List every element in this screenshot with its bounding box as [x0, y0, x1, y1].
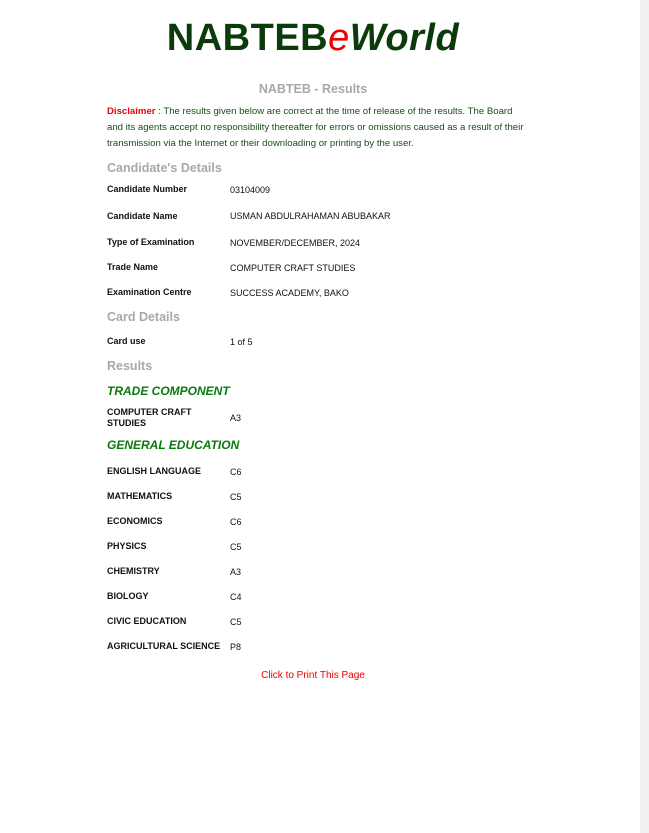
grade: A3 [230, 413, 242, 423]
result-row [107, 609, 527, 634]
detail-label: Candidate Name [107, 210, 178, 221]
page-title: NABTEB - Results [258, 82, 368, 96]
detail-row [107, 230, 527, 255]
subject: MATHEMATICS [107, 491, 173, 501]
result-row [107, 459, 527, 484]
grade: C4 [230, 591, 242, 602]
card-details-heading: Card Details [107, 310, 180, 324]
result-row [107, 559, 527, 584]
subject: CIVIC EDUCATION [107, 616, 187, 626]
result-row [107, 634, 527, 659]
detail-row [107, 255, 527, 280]
subject: ENGLISH LANGUAGE [107, 466, 202, 476]
results-heading: Results [107, 359, 153, 373]
grade: C5 [230, 491, 242, 502]
detail-label: Examination Centre [107, 287, 192, 297]
details [107, 159, 527, 659]
print-page-link[interactable]: Click to Print This Page [261, 670, 365, 681]
subject: AGRICULTURAL SCIENCE [107, 641, 221, 651]
subject: BIOLOGY [107, 591, 149, 601]
scrollbar[interactable] [640, 0, 649, 833]
subject: ECONOMICS [107, 516, 163, 526]
grade: P8 [230, 641, 242, 652]
result-row [107, 484, 527, 509]
detail-label: Trade Name [107, 262, 159, 272]
logo-e: e [328, 17, 350, 59]
subject: PHYSICS [107, 541, 147, 551]
grade: C6 [230, 466, 242, 477]
detail-row [107, 280, 527, 305]
detail-value: 03104009 [230, 184, 271, 195]
disclaimer-text: : The results given below are correct at the time of release of the results. The Board and its agents accept no responsibility thereafter for errors or omissions caused as a result of their transmission via the Internet or their downloading or printing by the user. [107, 106, 524, 149]
grade: C5 [230, 541, 242, 552]
result-row [107, 404, 527, 432]
detail-row [107, 202, 527, 230]
general-education-heading: GENERAL EDUCATION [107, 438, 240, 452]
detail-value: SUCCESS ACADEMY, BAKO [230, 287, 349, 298]
detail-value: COMPUTER CRAFT STUDIES [230, 262, 356, 273]
result-row [107, 509, 527, 534]
disclaimer [107, 104, 527, 152]
detail-label: Candidate Number [107, 184, 188, 194]
result-row [107, 584, 527, 609]
trade-component-heading: TRADE COMPONENT [107, 384, 230, 398]
disclaimer-label: Disclaimer [107, 106, 156, 117]
subject: CHEMISTRY [107, 566, 160, 576]
nabteb-eworld-logo [0, 16, 626, 60]
card-use-row [107, 329, 527, 354]
grade: C5 [230, 616, 242, 627]
detail-value: NOVEMBER/DECEMBER, 2024 [230, 237, 361, 248]
detail-row [107, 177, 527, 202]
subject: COMPUTER CRAFT STUDIES [107, 407, 192, 428]
result-row [107, 534, 527, 559]
candidate-details-heading: Candidate's Details [107, 161, 222, 175]
grade: A3 [230, 566, 242, 577]
logo-text: NABTEB [166, 17, 329, 59]
logo-world: World [349, 17, 460, 59]
detail-value: USMAN ABDULRAHAMAN ABUBAKAR [230, 211, 391, 221]
card-use-label: Card use [107, 336, 146, 346]
card-use-value: 1 of 5 [230, 336, 253, 347]
detail-label: Type of Examination [107, 237, 195, 247]
grade: C6 [230, 516, 242, 527]
